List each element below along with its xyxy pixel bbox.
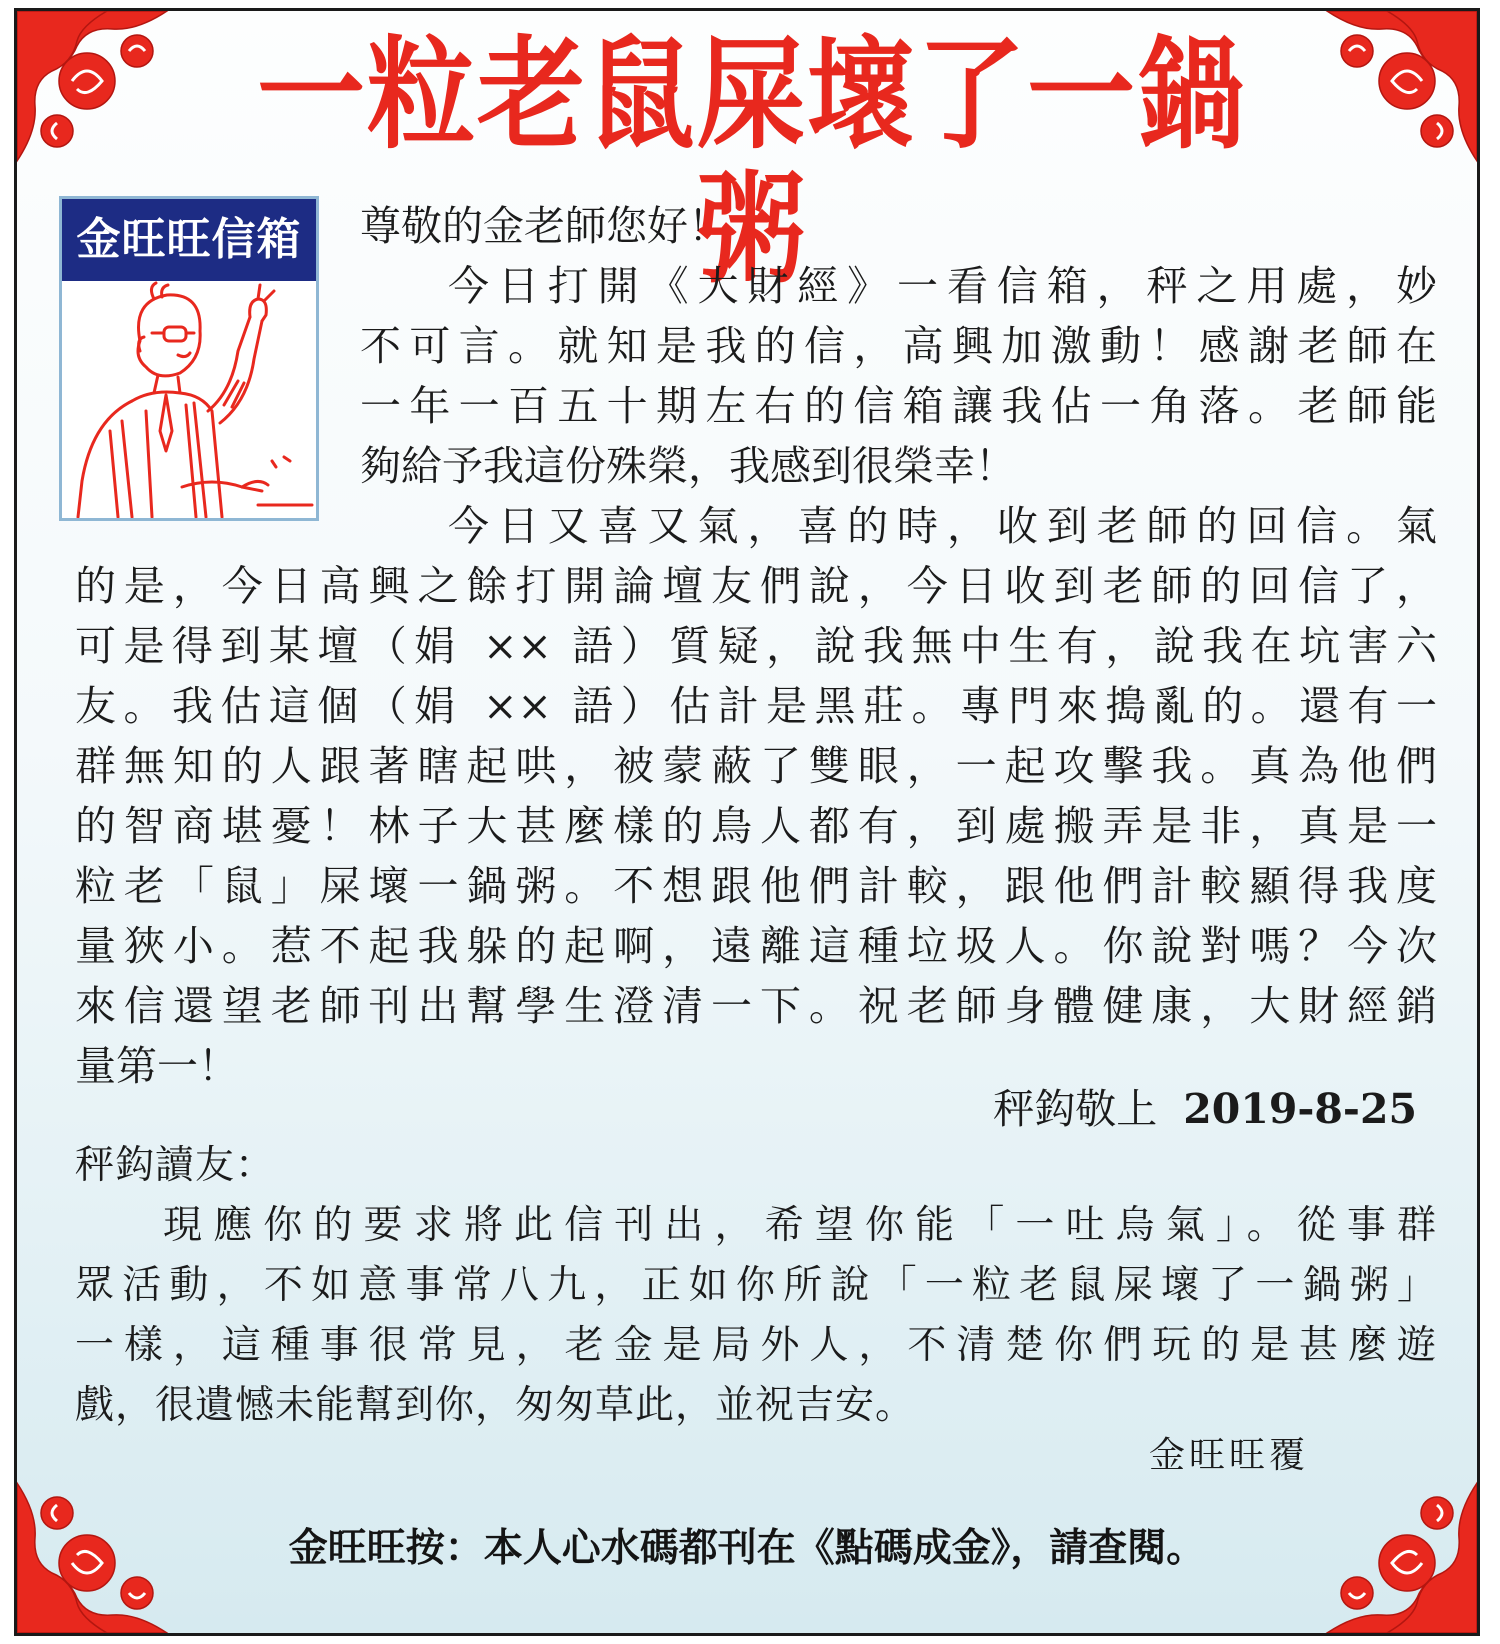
letter-line: 可是得到某壇（娟 ×× 語）質疑，說我無中生有，說我在坑害六 bbox=[75, 622, 1437, 670]
footer-note: 金旺旺按：本人心水碼都刊在《點碼成金》，請查閱。 bbox=[288, 1526, 1206, 1571]
letter-line: 今日又喜又氣，喜的時，收到老師的回信。氣 bbox=[448, 502, 1437, 550]
letter-line: 量第一！ bbox=[75, 1042, 239, 1090]
letter-line: 尊敬的金老師您好！ bbox=[360, 202, 729, 250]
letter-line: 粒老「鼠」屎壞一鍋粥。不想跟他們計較，跟他們計較顯得我度 bbox=[75, 862, 1437, 910]
letter-line: 的智商堪憂！林子大甚麼樣的鳥人都有，到處搬弄是非，真是一 bbox=[75, 802, 1437, 850]
letter-signer: 秤鈎敬上 bbox=[993, 1085, 1158, 1133]
letter-body-top bbox=[75, 196, 1437, 556]
letter-line: 今日打開《大財經》一看信箱，秤之用處，妙 bbox=[448, 262, 1437, 310]
letter-body-bottom bbox=[75, 556, 1437, 1096]
letter-column-panel bbox=[14, 8, 1480, 1636]
letter-date: 2019-8-25 bbox=[1183, 1085, 1417, 1133]
corner-ornament-top-left bbox=[17, 11, 207, 201]
letter-line: 夠給予我這份殊榮，我感到很榮幸！ bbox=[360, 442, 1016, 490]
reply-line: 現應你的要求將此信刊出，希望你能「一吐烏氣」。從事群 bbox=[163, 1203, 1437, 1248]
letter-line: 群無知的人跟著瞎起哄，被蒙蔽了雙眼，一起攻擊我。真為他們 bbox=[75, 742, 1437, 790]
letter-line: 的是，今日高興之餘打開論壇友們說，今日收到老師的回信了， bbox=[75, 562, 1437, 610]
letter-line: 來信還望老師刊出幫學生澄清一下。祝老師身體健康，大財經銷 bbox=[75, 982, 1437, 1030]
letter-line: 不可言。就知是我的信，高興加激動！感謝老師在 bbox=[360, 322, 1437, 370]
letter-line: 友。我估這個（娟 ×× 語）估計是黑莊。專門來搗亂的。還有一 bbox=[75, 682, 1437, 730]
letter-line: 量狹小。惹不起我躲的起啊，遠離這種垃圾人。你說對嗎？今次 bbox=[75, 922, 1437, 970]
reply-signature: 金旺旺覆 bbox=[1148, 1435, 1309, 1476]
headline: 一粒老鼠屎壞了一鍋粥 bbox=[256, 25, 1247, 301]
reply-line: 戲，很遺憾未能幫到你，匆匆草此，並祝吉安。 bbox=[75, 1383, 916, 1428]
corner-ornament-top-right bbox=[1287, 11, 1477, 201]
column-badge-label: 金旺旺信箱 bbox=[62, 199, 316, 281]
reply-line: 一樣，這種事很常見，老金是局外人，不清楚你們玩的是甚麼遊 bbox=[75, 1323, 1437, 1368]
letter-line: 一年一百五十期左右的信箱讓我佔一角落。老師能 bbox=[360, 382, 1437, 430]
letter-signature bbox=[993, 1081, 1417, 1137]
reply-line: 眾活動，不如意事常八九，正如你所說「一粒老鼠屎壞了一鍋粥」 bbox=[75, 1263, 1437, 1308]
reply-body bbox=[75, 1136, 1437, 1436]
reply-salutation: 秤鈎讀友： bbox=[75, 1143, 276, 1188]
